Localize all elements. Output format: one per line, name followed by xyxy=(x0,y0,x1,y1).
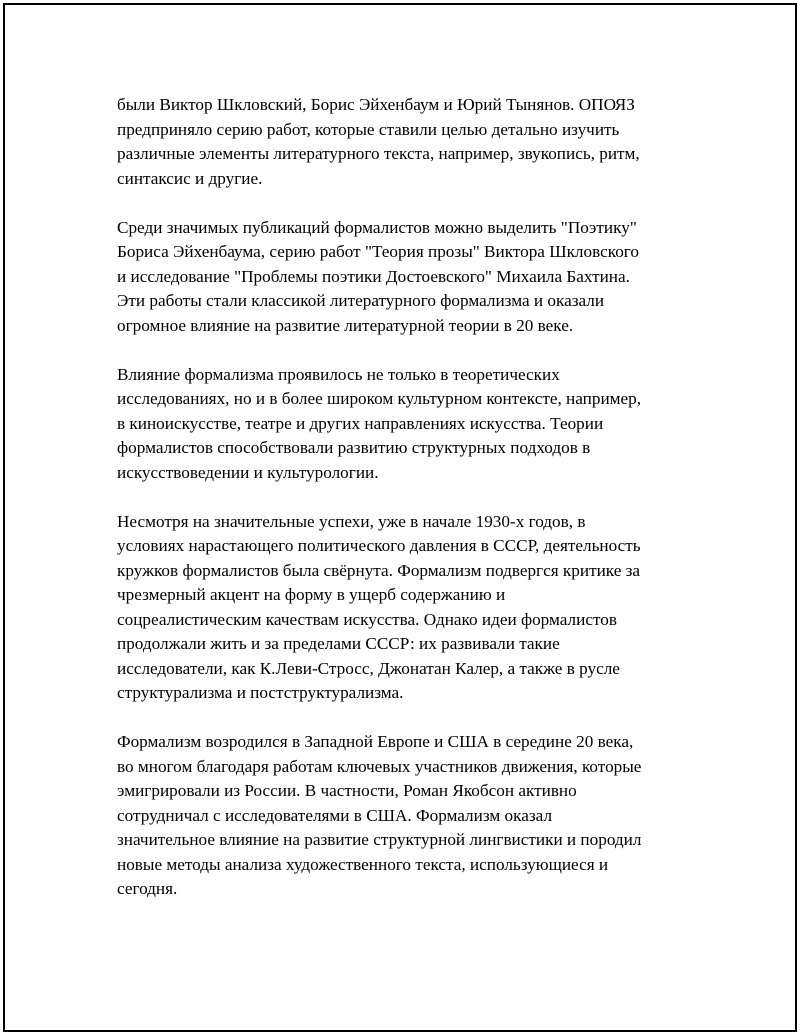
text-line: сотрудничал с исследователями в США. Формализм оказал xyxy=(117,805,553,825)
text-line: искусствоведении и культурологии. xyxy=(117,462,379,482)
text-line: соцреалистическим качествам искусства. Однако идеи формалистов xyxy=(117,609,617,629)
paragraph-5 xyxy=(117,730,692,902)
text-line: формалистов способствовали развитию структурных подходов в xyxy=(117,438,591,457)
document-body xyxy=(117,93,692,926)
text-line: Влияние формализма проявилось не только в теоретических xyxy=(117,364,560,384)
text-line: Среди значимых публикаций формалистов можно выделить "Поэтику" xyxy=(117,217,637,237)
text-line: структурализма и постструктурализма. xyxy=(117,683,404,702)
paragraph-3 xyxy=(117,363,692,486)
text-line: условиях нарастающего политического давления в СССР, деятельность xyxy=(117,536,641,555)
text-line: Бориса Эйхенбаума, серию работ "Теория прозы" Виктора Шкловского xyxy=(117,242,640,261)
text-line: новые методы анализа художественного текста, использующиеся и xyxy=(117,854,609,874)
text-line: значительное влияние на развитие структурной лингвистики и породил xyxy=(117,830,642,849)
text-line: были Виктор Шкловский, Борис Эйхенбаум и Юрий Тынянов. ОПОЯЗ xyxy=(117,95,635,114)
text-line: исследователи, как К.Леви-Стросс, Джонатан Калер, а также в русле xyxy=(117,658,620,678)
text-line: Несмотря на значительные успехи, уже в начале 1930-х годов, в xyxy=(117,511,586,531)
text-line: чрезмерный акцент на форму в ущерб содержанию и xyxy=(117,585,506,604)
text-line: предприняло серию работ, которые ставили целью детально изучить xyxy=(117,119,620,139)
text-line: сегодня. xyxy=(117,879,178,898)
paragraph-1 xyxy=(117,93,692,191)
text-line: Формализм возродился в Западной Европе и США в середине 20 века, xyxy=(117,732,634,751)
text-line: эмигрировали из России. В частности, Роман Якобсон активно xyxy=(117,781,577,800)
text-line: исследованиях, но и в более широком культурном контексте, например, xyxy=(117,389,642,408)
text-line: в киноискусстве, театре и других направлениях искусства. Теории xyxy=(117,413,604,433)
text-line: Эти работы стали классикой литературного формализма и оказали xyxy=(117,291,605,310)
paragraph-4 xyxy=(117,510,692,706)
text-line: и исследование "Проблемы поэтики Достоевского" Михаила Бахтина. xyxy=(117,266,630,286)
text-line: во многом благодаря работам ключевых участников движения, которые xyxy=(117,756,642,776)
text-line: огромное влияние на развитие литературной теории в 20 веке. xyxy=(117,315,574,335)
paragraph-2 xyxy=(117,216,692,339)
text-line: различные элементы литературного текста, например, звукопись, ритм, xyxy=(117,144,640,163)
text-line: синтаксис и другие. xyxy=(117,168,263,188)
text-line: кружков формалистов была свёрнута. Формализм подвергся критике за xyxy=(117,560,641,580)
text-line: продолжали жить и за пределами СССР: их развивали такие xyxy=(117,634,560,653)
